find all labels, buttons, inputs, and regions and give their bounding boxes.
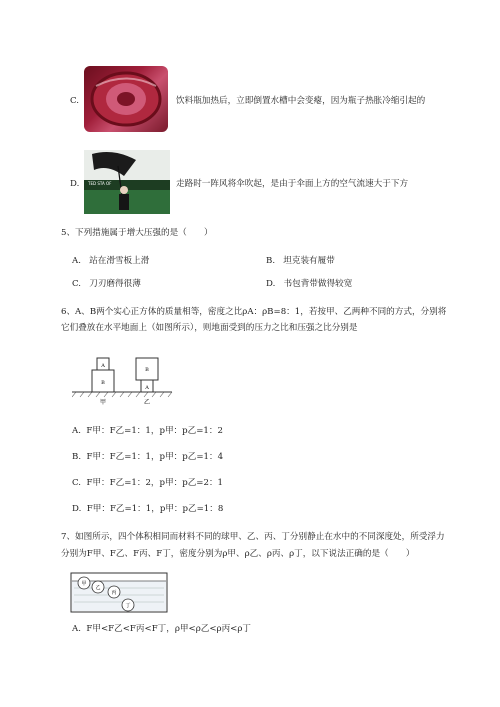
q6-option-b: [72, 451, 223, 463]
q5-option-b-text: 坦克装有履带: [283, 256, 335, 266]
option-d-label: D.: [70, 179, 80, 189]
q7-option-a-label: A.: [72, 624, 81, 634]
label-b-yi: B: [145, 367, 149, 373]
q6-option-c: [72, 477, 223, 489]
stacked-cubes-figure: [72, 350, 182, 406]
q5-option-d: [266, 278, 352, 290]
photo-caption: TED STA OF: [88, 181, 112, 186]
q7-line1: 7、如图所示，四个体积相同而材料不同的球甲、乙、丙、丁分别静止在水中的不同深度处，所受浮力: [61, 532, 445, 542]
q5-option-a-text: 站在滑雪板上滑: [89, 256, 150, 266]
label-jia: 甲: [99, 399, 107, 406]
q5-option-b: [266, 255, 335, 267]
label-yi: 乙: [143, 399, 151, 406]
q6-option-a: [72, 425, 223, 437]
q6-option-c-text: F甲：F乙=1：2，p甲：p乙=2：1: [86, 478, 224, 488]
q5-option-a-label: A.: [72, 256, 81, 266]
q7-option-a-text: F甲<F乙<F丙<F丁，ρ甲<ρ乙<ρ丙<ρ丁: [86, 624, 252, 634]
label-a-jia: A: [101, 363, 105, 369]
q6-option-c-label: C.: [72, 478, 82, 488]
label-b-jia: B: [101, 380, 105, 386]
label-ball-ding: 丁: [125, 603, 131, 609]
q6-option-d: [72, 503, 223, 515]
q6-option-d-label: D.: [72, 504, 82, 514]
q5-option-b-label: B.: [266, 256, 276, 266]
q6-option-a-text: F甲：F乙=1：1，p甲：p乙=1：2: [86, 426, 223, 436]
q7-option-a: [72, 623, 251, 635]
q5-option-c: [72, 278, 141, 290]
umbrella-photo: [84, 150, 170, 214]
q6-option-b-label: B.: [72, 452, 82, 462]
q6-line2: 它们叠放在水平地面上（如图所示），则地面受到的压力之比和压强之比分别是: [61, 323, 358, 333]
q5-stem: 5、下列措施属于增大压强的是（ ）: [61, 228, 213, 238]
floating-balls-figure: [70, 572, 170, 614]
bottle-image: [84, 66, 168, 132]
heated-bottle-photo: [84, 66, 168, 132]
q6-option-a-label: A.: [72, 426, 81, 436]
option-c-text: 饮料瓶加热后，立即倒置水槽中会变瘪，因为瓶子热胀冷缩引起的: [176, 96, 426, 106]
q5-option-c-label: C.: [72, 279, 82, 289]
label-ball-bing: 丙: [111, 590, 117, 596]
q7-line2: 分别为F甲、F乙、F丙、F丁，密度分别为ρ甲、ρ乙、ρ丙、ρ丁，以下说法正确的是（ ）: [61, 549, 415, 559]
label-ball-yi: 乙: [95, 585, 101, 591]
q6-option-d-text: F甲：F乙=1：1，p甲：p乙=1：8: [86, 504, 224, 514]
q5-option-d-label: D.: [266, 279, 276, 289]
label-a-yi: A: [145, 385, 149, 391]
label-ball-jia: 甲: [81, 581, 87, 587]
option-d-text: 走路时一阵风将伞吹起，是由于伞面上方的空气流速大于下方: [176, 179, 409, 189]
q5-option-d-text: 书包背带做得较宽: [283, 279, 353, 289]
q6-line1: 6、A、B两个实心正方体的质量相等，密度之比ρA：ρB=8：1，若按甲、乙两种不同的方式，分别将: [61, 307, 447, 317]
option-c-label: C.: [70, 96, 80, 106]
q5-option-c-text: 刀刃磨得很薄: [89, 279, 141, 289]
q6-option-b-text: F甲：F乙=1：1，p甲：p乙=1：4: [86, 452, 224, 462]
q5-option-a: [72, 255, 149, 267]
